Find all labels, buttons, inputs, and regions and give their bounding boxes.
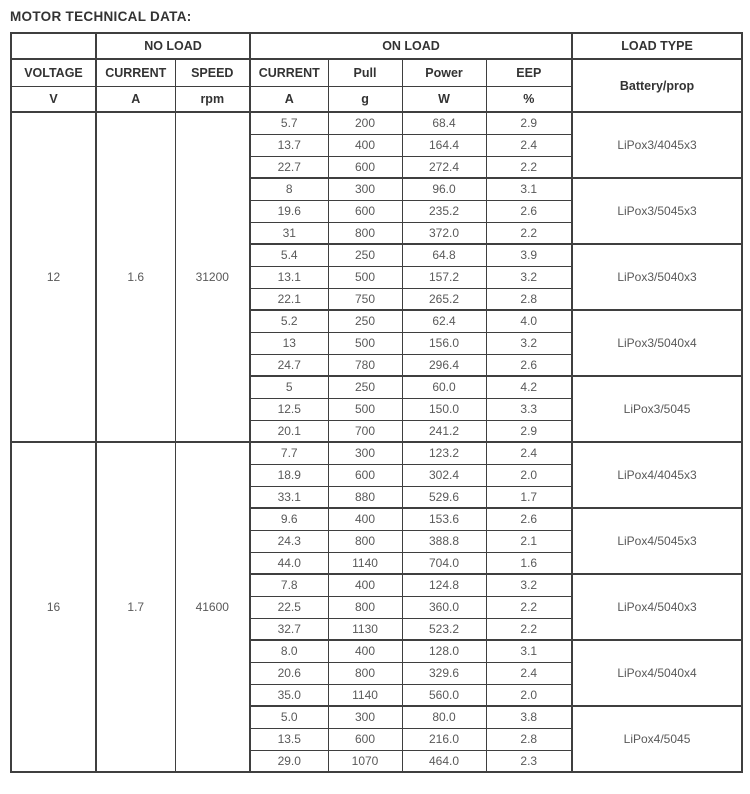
eep-cell: 2.3 bbox=[486, 750, 572, 772]
eep-cell: 2.6 bbox=[486, 508, 572, 530]
eep-cell: 4.2 bbox=[486, 376, 572, 398]
on-load-current-cell: 5.2 bbox=[250, 310, 328, 332]
power-cell: 241.2 bbox=[402, 420, 486, 442]
eep-cell: 2.2 bbox=[486, 618, 572, 640]
eep-cell: 2.2 bbox=[486, 222, 572, 244]
on-load-current-cell: 7.7 bbox=[250, 442, 328, 464]
header-eep: EEP bbox=[486, 59, 572, 86]
pull-cell: 1140 bbox=[328, 684, 402, 706]
on-load-current-cell: 5.0 bbox=[250, 706, 328, 728]
data-row bbox=[11, 112, 742, 134]
eep-cell: 2.9 bbox=[486, 420, 572, 442]
no-load-current-cell: 1.6 bbox=[96, 112, 175, 442]
load-type-cell: LiPox3/5045x3 bbox=[572, 178, 742, 244]
power-cell: 302.4 bbox=[402, 464, 486, 486]
header-speed: SPEED bbox=[175, 59, 250, 86]
on-load-current-cell: 24.7 bbox=[250, 354, 328, 376]
speed-cell: 31200 bbox=[175, 112, 250, 442]
eep-cell: 2.2 bbox=[486, 596, 572, 618]
power-cell: 216.0 bbox=[402, 728, 486, 750]
power-cell: 128.0 bbox=[402, 640, 486, 662]
pull-cell: 500 bbox=[328, 398, 402, 420]
power-cell: 62.4 bbox=[402, 310, 486, 332]
load-type-cell: LiPox3/5040x3 bbox=[572, 244, 742, 310]
power-cell: 164.4 bbox=[402, 134, 486, 156]
header-on-load-current: CURRENT bbox=[250, 59, 328, 86]
header-corner-cell bbox=[11, 33, 96, 59]
on-load-current-cell: 12.5 bbox=[250, 398, 328, 420]
eep-cell: 3.8 bbox=[486, 706, 572, 728]
on-load-current-cell: 9.6 bbox=[250, 508, 328, 530]
on-load-current-cell: 35.0 bbox=[250, 684, 328, 706]
power-cell: 124.8 bbox=[402, 574, 486, 596]
pull-cell: 400 bbox=[328, 134, 402, 156]
voltage-cell: 16 bbox=[11, 442, 96, 772]
eep-cell: 3.9 bbox=[486, 244, 572, 266]
on-load-current-cell: 7.8 bbox=[250, 574, 328, 596]
pull-cell: 300 bbox=[328, 706, 402, 728]
unit-speed: rpm bbox=[175, 86, 250, 112]
pull-cell: 400 bbox=[328, 574, 402, 596]
eep-cell: 2.4 bbox=[486, 134, 572, 156]
pull-cell: 500 bbox=[328, 332, 402, 354]
power-cell: 60.0 bbox=[402, 376, 486, 398]
on-load-current-cell: 22.1 bbox=[250, 288, 328, 310]
power-cell: 156.0 bbox=[402, 332, 486, 354]
power-cell: 123.2 bbox=[402, 442, 486, 464]
eep-cell: 2.6 bbox=[486, 200, 572, 222]
load-type-cell: LiPox4/5045 bbox=[572, 706, 742, 772]
on-load-current-cell: 24.3 bbox=[250, 530, 328, 552]
header-no-load-current: CURRENT bbox=[96, 59, 175, 86]
on-load-current-cell: 18.9 bbox=[250, 464, 328, 486]
eep-cell: 2.8 bbox=[486, 728, 572, 750]
pull-cell: 600 bbox=[328, 156, 402, 178]
eep-cell: 2.0 bbox=[486, 464, 572, 486]
on-load-current-cell: 8.0 bbox=[250, 640, 328, 662]
power-cell: 372.0 bbox=[402, 222, 486, 244]
pull-cell: 800 bbox=[328, 222, 402, 244]
header-power: Power bbox=[402, 59, 486, 86]
header-names-row bbox=[11, 59, 742, 86]
eep-cell: 1.7 bbox=[486, 486, 572, 508]
on-load-current-cell: 22.7 bbox=[250, 156, 328, 178]
power-cell: 235.2 bbox=[402, 200, 486, 222]
data-row bbox=[11, 442, 742, 464]
power-cell: 388.8 bbox=[402, 530, 486, 552]
pull-cell: 300 bbox=[328, 442, 402, 464]
eep-cell: 2.0 bbox=[486, 684, 572, 706]
unit-on-load-current: A bbox=[250, 86, 328, 112]
header-on-load: ON LOAD bbox=[250, 33, 572, 59]
eep-cell: 3.3 bbox=[486, 398, 572, 420]
on-load-current-cell: 31 bbox=[250, 222, 328, 244]
pull-cell: 250 bbox=[328, 244, 402, 266]
power-cell: 150.0 bbox=[402, 398, 486, 420]
on-load-current-cell: 20.1 bbox=[250, 420, 328, 442]
unit-voltage: V bbox=[11, 86, 96, 112]
no-load-current-cell: 1.7 bbox=[96, 442, 175, 772]
eep-cell: 3.2 bbox=[486, 574, 572, 596]
header-battery-prop: Battery/prop bbox=[572, 59, 742, 112]
header-pull: Pull bbox=[328, 59, 402, 86]
eep-cell: 2.2 bbox=[486, 156, 572, 178]
header-group-row bbox=[11, 33, 742, 59]
header-load-type: LOAD TYPE bbox=[572, 33, 742, 59]
pull-cell: 800 bbox=[328, 530, 402, 552]
pull-cell: 200 bbox=[328, 112, 402, 134]
eep-cell: 3.1 bbox=[486, 640, 572, 662]
pull-cell: 600 bbox=[328, 728, 402, 750]
power-cell: 157.2 bbox=[402, 266, 486, 288]
on-load-current-cell: 5.7 bbox=[250, 112, 328, 134]
eep-cell: 3.2 bbox=[486, 266, 572, 288]
pull-cell: 800 bbox=[328, 662, 402, 684]
eep-cell: 2.8 bbox=[486, 288, 572, 310]
pull-cell: 1130 bbox=[328, 618, 402, 640]
load-type-cell: LiPox4/4045x3 bbox=[572, 442, 742, 508]
table-header bbox=[11, 33, 742, 112]
pull-cell: 750 bbox=[328, 288, 402, 310]
on-load-current-cell: 32.7 bbox=[250, 618, 328, 640]
pull-cell: 800 bbox=[328, 596, 402, 618]
power-cell: 64.8 bbox=[402, 244, 486, 266]
load-type-cell: LiPox4/5045x3 bbox=[572, 508, 742, 574]
load-type-cell: LiPox3/5040x4 bbox=[572, 310, 742, 376]
table-body bbox=[11, 112, 742, 772]
on-load-current-cell: 44.0 bbox=[250, 552, 328, 574]
pull-cell: 300 bbox=[328, 178, 402, 200]
pull-cell: 780 bbox=[328, 354, 402, 376]
eep-cell: 2.6 bbox=[486, 354, 572, 376]
eep-cell: 2.9 bbox=[486, 112, 572, 134]
power-cell: 529.6 bbox=[402, 486, 486, 508]
on-load-current-cell: 13 bbox=[250, 332, 328, 354]
eep-cell: 4.0 bbox=[486, 310, 572, 332]
on-load-current-cell: 33.1 bbox=[250, 486, 328, 508]
power-cell: 296.4 bbox=[402, 354, 486, 376]
unit-power: W bbox=[402, 86, 486, 112]
power-cell: 560.0 bbox=[402, 684, 486, 706]
on-load-current-cell: 5 bbox=[250, 376, 328, 398]
power-cell: 523.2 bbox=[402, 618, 486, 640]
power-cell: 329.6 bbox=[402, 662, 486, 684]
on-load-current-cell: 19.6 bbox=[250, 200, 328, 222]
power-cell: 96.0 bbox=[402, 178, 486, 200]
pull-cell: 880 bbox=[328, 486, 402, 508]
eep-cell: 2.4 bbox=[486, 442, 572, 464]
on-load-current-cell: 29.0 bbox=[250, 750, 328, 772]
on-load-current-cell: 22.5 bbox=[250, 596, 328, 618]
page-title: MOTOR TECHNICAL DATA: bbox=[10, 9, 192, 24]
pull-cell: 400 bbox=[328, 640, 402, 662]
pull-cell: 600 bbox=[328, 200, 402, 222]
power-cell: 68.4 bbox=[402, 112, 486, 134]
power-cell: 464.0 bbox=[402, 750, 486, 772]
motor-data-table bbox=[10, 32, 743, 773]
power-cell: 704.0 bbox=[402, 552, 486, 574]
pull-cell: 500 bbox=[328, 266, 402, 288]
eep-cell: 1.6 bbox=[486, 552, 572, 574]
on-load-current-cell: 13.5 bbox=[250, 728, 328, 750]
header-no-load: NO LOAD bbox=[96, 33, 250, 59]
header-voltage: VOLTAGE bbox=[11, 59, 96, 86]
pull-cell: 250 bbox=[328, 376, 402, 398]
voltage-cell: 12 bbox=[11, 112, 96, 442]
unit-eep: % bbox=[486, 86, 572, 112]
load-type-cell: LiPox4/5040x3 bbox=[572, 574, 742, 640]
eep-cell: 2.4 bbox=[486, 662, 572, 684]
pull-cell: 600 bbox=[328, 464, 402, 486]
power-cell: 80.0 bbox=[402, 706, 486, 728]
on-load-current-cell: 5.4 bbox=[250, 244, 328, 266]
power-cell: 265.2 bbox=[402, 288, 486, 310]
power-cell: 360.0 bbox=[402, 596, 486, 618]
on-load-current-cell: 8 bbox=[250, 178, 328, 200]
pull-cell: 250 bbox=[328, 310, 402, 332]
eep-cell: 2.1 bbox=[486, 530, 572, 552]
pull-cell: 1140 bbox=[328, 552, 402, 574]
pull-cell: 700 bbox=[328, 420, 402, 442]
power-cell: 272.4 bbox=[402, 156, 486, 178]
speed-cell: 41600 bbox=[175, 442, 250, 772]
on-load-current-cell: 13.7 bbox=[250, 134, 328, 156]
eep-cell: 3.1 bbox=[486, 178, 572, 200]
load-type-cell: LiPox3/4045x3 bbox=[572, 112, 742, 178]
load-type-cell: LiPox3/5045 bbox=[572, 376, 742, 442]
unit-pull: g bbox=[328, 86, 402, 112]
load-type-cell: LiPox4/5040x4 bbox=[572, 640, 742, 706]
unit-no-load-current: A bbox=[96, 86, 175, 112]
pull-cell: 1070 bbox=[328, 750, 402, 772]
on-load-current-cell: 20.6 bbox=[250, 662, 328, 684]
eep-cell: 3.2 bbox=[486, 332, 572, 354]
power-cell: 153.6 bbox=[402, 508, 486, 530]
on-load-current-cell: 13.1 bbox=[250, 266, 328, 288]
pull-cell: 400 bbox=[328, 508, 402, 530]
